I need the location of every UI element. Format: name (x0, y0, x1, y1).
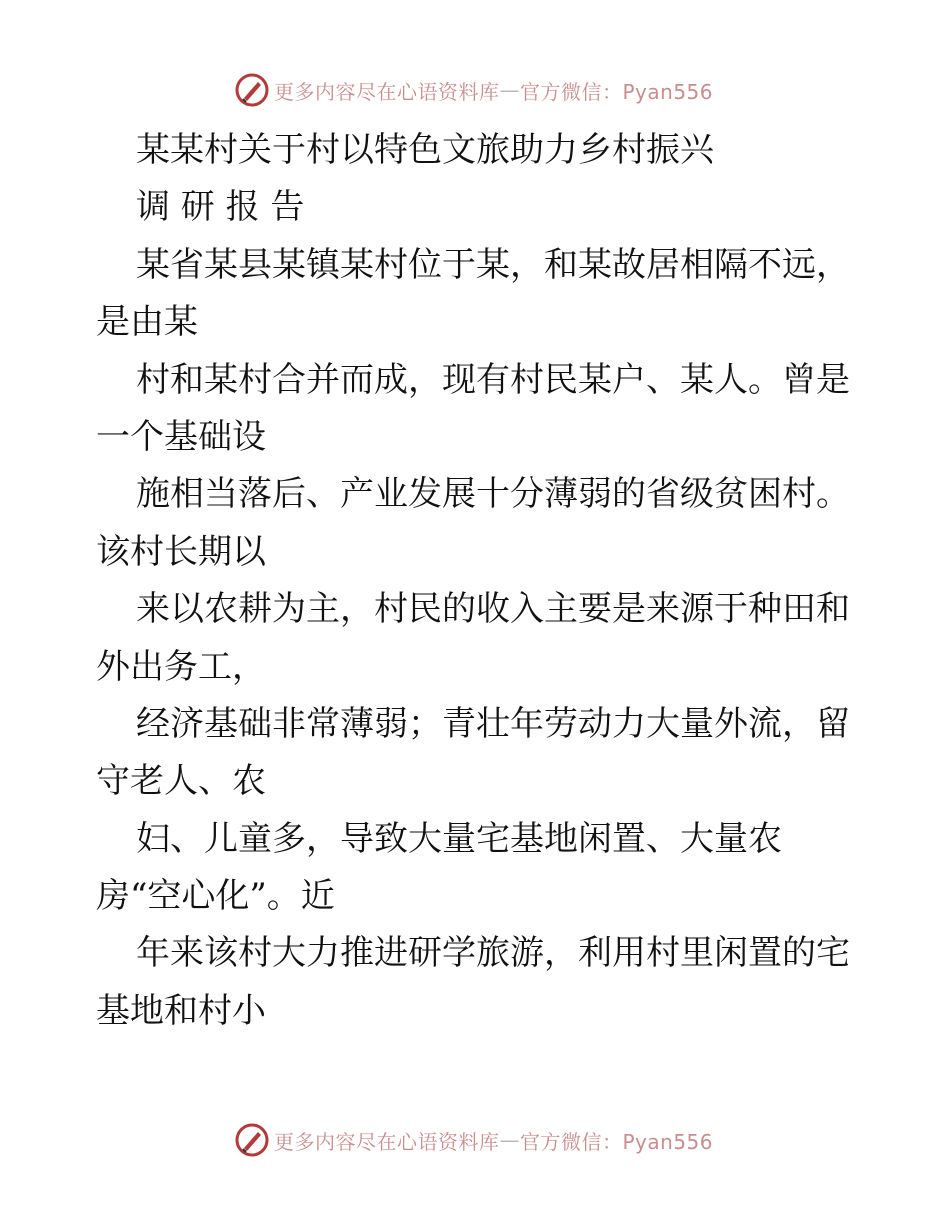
watermark-separator: — (499, 1128, 520, 1152)
watermark-text: 更多内容尽在心语资料库 (274, 1129, 500, 1154)
watermark-wechat: 官方微信：Pyan556 (520, 1129, 714, 1154)
doc-line: 来以农耕为主，村民的收入主要是来源于种田和 (136, 589, 850, 630)
doc-line: 某省某县某镇某村位于某，和某故居相隔不远， (136, 244, 850, 285)
doc-line: 经济基础非常薄弱；青壮年劳动力大量外流，留 (136, 703, 850, 744)
doc-line: 基地和村小 (96, 990, 266, 1031)
quill-logo-icon (234, 1122, 270, 1158)
doc-line: 村和某村合并而成，现有村民某户、某人。曾是 (136, 359, 850, 400)
watermark-separator: — (499, 78, 520, 102)
footer-watermark (234, 1120, 713, 1160)
quill-logo-icon (234, 72, 270, 108)
doc-line: 妇、儿童多，导致大量宅基地闲置、大量农 (136, 818, 782, 859)
doc-line: 施相当落后、产业发展十分薄弱的省级贫困村。 (136, 474, 850, 515)
doc-line: 房“空心化”。近 (96, 876, 335, 917)
doc-line: 该村长期以 (96, 531, 266, 572)
doc-line: 外出务工， (96, 646, 266, 687)
watermark-text: 更多内容尽在心语资料库 (274, 79, 500, 104)
doc-line: 年来该村大力推进研学旅游，利用村里闲置的宅 (136, 933, 850, 974)
document-body (96, 122, 856, 1040)
doc-subtitle: 调 研 报 告 (136, 187, 305, 228)
doc-line: 守老人、农 (96, 761, 266, 802)
header-watermark (234, 70, 713, 110)
doc-title: 某某村关于村以特色文旅助力乡村振兴 (136, 130, 714, 170)
watermark-wechat: 官方微信：Pyan556 (520, 79, 714, 104)
doc-line: 是由某 (96, 302, 198, 343)
doc-line: 一个基础设 (96, 416, 266, 457)
